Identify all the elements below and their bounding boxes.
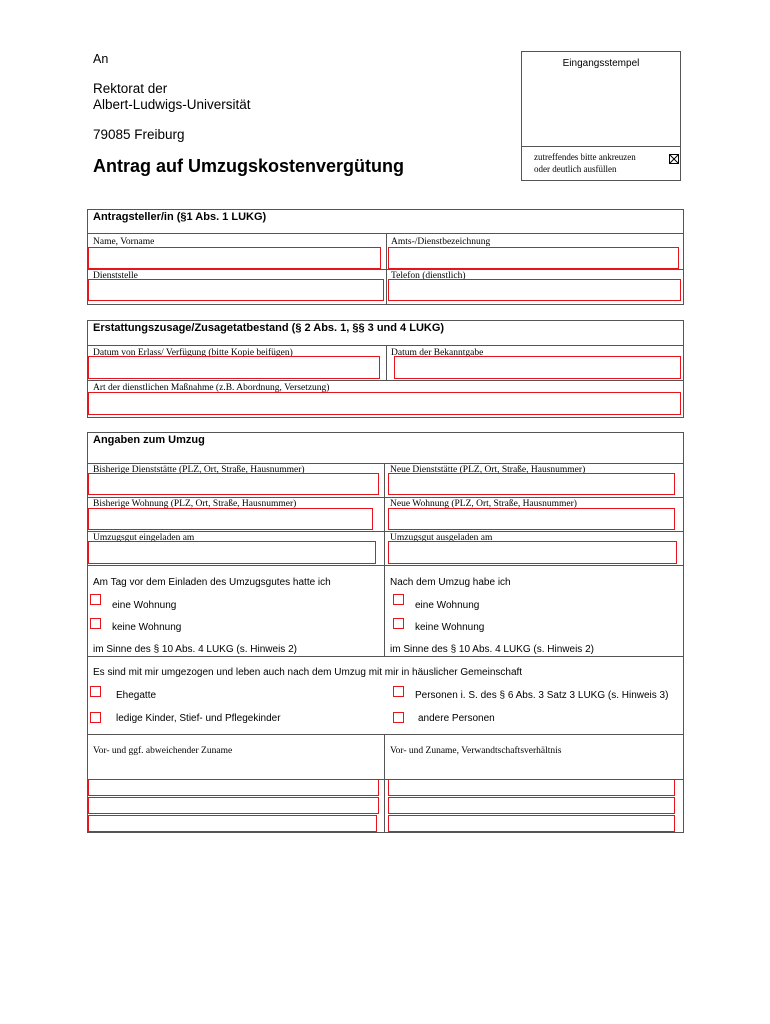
section-2-heading: Erstattungszusage/Zusagetatbestand (§ 2 Abs. 1, §§ 3 und 4 LUKG): [93, 322, 445, 334]
andere-label: andere Personen: [418, 713, 495, 724]
ausgeladen-label: Umzugsgut ausgeladen am: [390, 533, 493, 543]
name-field[interactable]: [88, 247, 381, 269]
bisherige-wohnung-label: Bisherige Wohnung (PLZ, Ort, Straße, Hausnummer): [93, 499, 297, 509]
eingeladen-label: Umzugsgut eingeladen am: [93, 533, 195, 543]
section-1-heading: Antragsteller/in (§1 Abs. 1 LUKG): [93, 211, 267, 223]
vor-eine-wohnung-label: eine Wohnung: [112, 600, 177, 611]
art-field[interactable]: [88, 392, 681, 415]
section-3-heading: Angaben zum Umzug: [93, 434, 205, 446]
verwandt-field-2[interactable]: [388, 797, 675, 814]
page-title: Antrag auf Umzugskostenvergütung: [93, 156, 405, 176]
nach-keine-wohnung-label: keine Wohnung: [415, 622, 485, 633]
personen-checkbox[interactable]: [393, 686, 404, 697]
amt-field[interactable]: [388, 247, 679, 269]
crossed-box-icon: [669, 154, 679, 164]
dienststelle-label: Dienststelle: [93, 271, 138, 281]
gemeinschaft-heading: Es sind mit mir umgezogen und leben auch nach dem Umzug mit mir in häuslicher Gemeinschaft: [93, 667, 523, 678]
ehegatte-label: Ehegatte: [116, 690, 157, 701]
vor-eine-wohnung-checkbox[interactable]: [90, 594, 101, 605]
stamp-box: [521, 51, 681, 181]
dienststelle-field[interactable]: [88, 279, 384, 301]
andere-checkbox[interactable]: [393, 712, 404, 723]
eingeladen-field[interactable]: [88, 541, 376, 564]
datum-erlass-label: Datum von Erlass/ Verfügung (bitte Kopie beifügen): [93, 348, 293, 358]
art-label: Art der dienstlichen Maßnahme (z.B. Abordnung, Versetzung): [93, 383, 330, 393]
zuname-field-3[interactable]: [88, 815, 377, 832]
address-line-1: Rektorat der: [93, 81, 168, 96]
zuname-field-1[interactable]: [88, 779, 379, 796]
nach-eine-wohnung-label: eine Wohnung: [415, 600, 480, 611]
vor-hinweis: im Sinne des § 10 Abs. 4 LUKG (s. Hinweis 2): [93, 644, 297, 655]
bisherige-wohnung-field[interactable]: [88, 508, 373, 530]
verwandt-field-1[interactable]: [388, 779, 675, 796]
datum-bekanntgabe-label: Datum der Bekanntgabe: [391, 348, 484, 358]
neue-dienststaette-field[interactable]: [388, 473, 675, 495]
zuname-label: Vor- und ggf. abweichender Zuname: [93, 746, 233, 756]
kinder-checkbox[interactable]: [90, 712, 101, 723]
neue-wohnung-field[interactable]: [388, 508, 675, 530]
nach-hinweis: im Sinne des § 10 Abs. 4 LUKG (s. Hinweis 2): [390, 644, 594, 655]
bisherige-dienststaette-field[interactable]: [88, 473, 379, 495]
telefon-label: Telefon (dienstlich): [391, 271, 466, 281]
bisherige-dienststaette-label: Bisherige Dienststätte (PLZ, Ort, Straße, Hausnummer): [93, 465, 305, 475]
neue-dienststaette-label: Neue Dienststätte (PLZ, Ort, Straße, Hausnummer): [390, 465, 586, 475]
vor-keine-wohnung-checkbox[interactable]: [90, 618, 101, 629]
nach-heading: Nach dem Umzug habe ich: [390, 577, 511, 588]
nach-eine-wohnung-checkbox[interactable]: [393, 594, 404, 605]
verwandt-field-3[interactable]: [388, 815, 675, 832]
nach-keine-wohnung-checkbox[interactable]: [393, 618, 404, 629]
zuname-field-2[interactable]: [88, 797, 379, 814]
kinder-label: ledige Kinder, Stief- und Pflegekinder: [116, 713, 281, 724]
telefon-field[interactable]: [388, 279, 681, 301]
hint-line-2: oder deutlich ausfüllen: [534, 164, 617, 174]
name-label: Name, Vorname: [93, 237, 155, 247]
neue-wohnung-label: Neue Wohnung (PLZ, Ort, Straße, Hausnummer): [390, 499, 577, 509]
address-to: An: [93, 52, 109, 66]
datum-erlass-field[interactable]: [88, 356, 380, 379]
ausgeladen-field[interactable]: [388, 541, 677, 564]
ehegatte-checkbox[interactable]: [90, 686, 101, 697]
vor-heading: Am Tag vor dem Einladen des Umzugsgutes hatte ich: [93, 577, 331, 588]
address-line-3: 79085 Freiburg: [93, 127, 185, 142]
verwandt-label: Vor- und Zuname, Verwandtschaftsverhältnis: [390, 746, 562, 756]
address-line-2: Albert-Ludwigs-Universität: [93, 97, 251, 112]
amt-label: Amts-/Dienstbezeichnung: [391, 237, 491, 247]
hint-line-1: zutreffendes bitte ankreuzen: [534, 152, 636, 162]
personen-label: Personen i. S. des § 6 Abs. 3 Satz 3 LUKG (s. Hinweis 3): [415, 690, 669, 701]
stamp-label: Eingangsstempel: [562, 58, 640, 69]
datum-bekanntgabe-field[interactable]: [394, 356, 681, 379]
vor-keine-wohnung-label: keine Wohnung: [112, 622, 182, 633]
